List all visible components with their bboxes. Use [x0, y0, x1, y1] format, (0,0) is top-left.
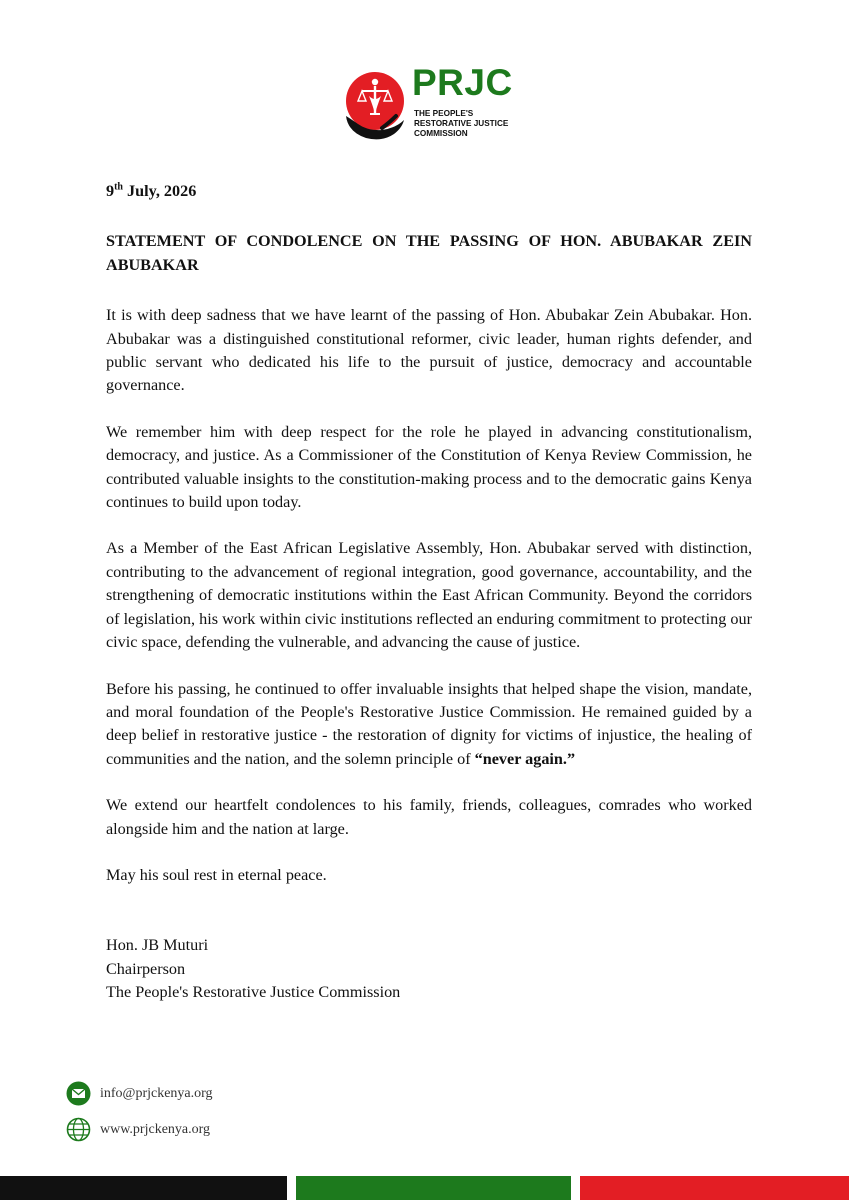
paragraph-text: Before his passing, he continued to offer invaluable insights that helped shape the vision, mandate, and moral foundation of the People's Restorative Justice Commission. He remained guided by a deep belief in restorative justice - the restoration of dignity for victims of injustice, the healing of communities and the nation, and the solemn principle of — [106, 679, 752, 768]
contact-website-row — [66, 1117, 366, 1142]
logo-emblem-icon — [342, 70, 408, 144]
paragraph: It is with deep sadness that we have learnt of the passing of Hon. Abubakar Zein Abubakar. Hon. Abubakar was a distinguished constitutional reformer, civic leader, human rights defender, and public servant who dedicated his life to the pursuit of justice, democracy and accountable governance. — [106, 306, 752, 395]
contact-email-row — [66, 1081, 366, 1106]
closing-line: May his soul rest in eternal peace. — [106, 865, 327, 884]
footer-bar-black — [0, 1176, 287, 1200]
mail-icon — [66, 1081, 91, 1106]
date-suffix: th — [114, 181, 123, 193]
footer-color-bar — [0, 1176, 849, 1200]
never-again-emphasis: “never again.” — [474, 749, 576, 768]
letter-date — [106, 180, 752, 203]
logo-name — [414, 109, 524, 139]
contact-website[interactable]: www.prjckenya.org — [100, 1121, 211, 1137]
signatory-role: Chairperson — [106, 959, 186, 978]
logo-name-line: THE PEOPLE'S — [414, 109, 474, 118]
paragraph: We extend our heartfelt condolences to his family, friends, colleagues, comrades who worked alongside him and the nation at large. — [106, 796, 752, 838]
paragraph: We remember him with deep respect for the role he played in advancing constitutionalism, democracy, and justice. As a Commissioner of the Constitution of Kenya Review Commission, he contributed valuable insights to the constitution-making process and to the democratic gains Kenya continues to build upon today. — [106, 422, 752, 512]
logo-name-line: RESTORATIVE JUSTICE — [414, 119, 509, 128]
prjc-logo — [342, 62, 522, 148]
footer-bar-divider — [287, 1176, 296, 1200]
globe-icon — [66, 1117, 91, 1142]
signatory-name: Hon. JB Muturi — [106, 936, 209, 955]
signatory-org: The People's Restorative Justice Commission — [106, 983, 401, 1002]
logo-name-line: COMMISSION — [414, 129, 468, 138]
logo-acronym: PRJC — [412, 62, 513, 103]
contact-email[interactable]: info@prjckenya.org — [100, 1085, 213, 1101]
date-day: 9 — [106, 182, 115, 200]
footer-bar-red — [580, 1176, 849, 1200]
date-rest: July, 2026 — [123, 182, 197, 200]
paragraph — [106, 678, 752, 772]
footer-bar-green — [296, 1176, 571, 1200]
statement-title: STATEMENT OF CONDOLENCE ON THE PASSING OF HON. ABUBAKAR ZEIN ABUBAKAR — [106, 232, 752, 274]
letter-body — [106, 180, 752, 1005]
paragraph: As a Member of the East African Legislative Assembly, Hon. Abubakar served with distinction, contributing to the advancement of regional integration, good governance, accountability, and the strengthening of democratic institutions within the East African Community. Beyond the corridors of legislation, his work within civic institutions reflected an enduring commitment to protecting our civic space, defending the vulnerable, and advancing the cause of justice. — [106, 539, 752, 652]
signature-block — [106, 934, 752, 1004]
footer-bar-divider — [571, 1176, 580, 1200]
